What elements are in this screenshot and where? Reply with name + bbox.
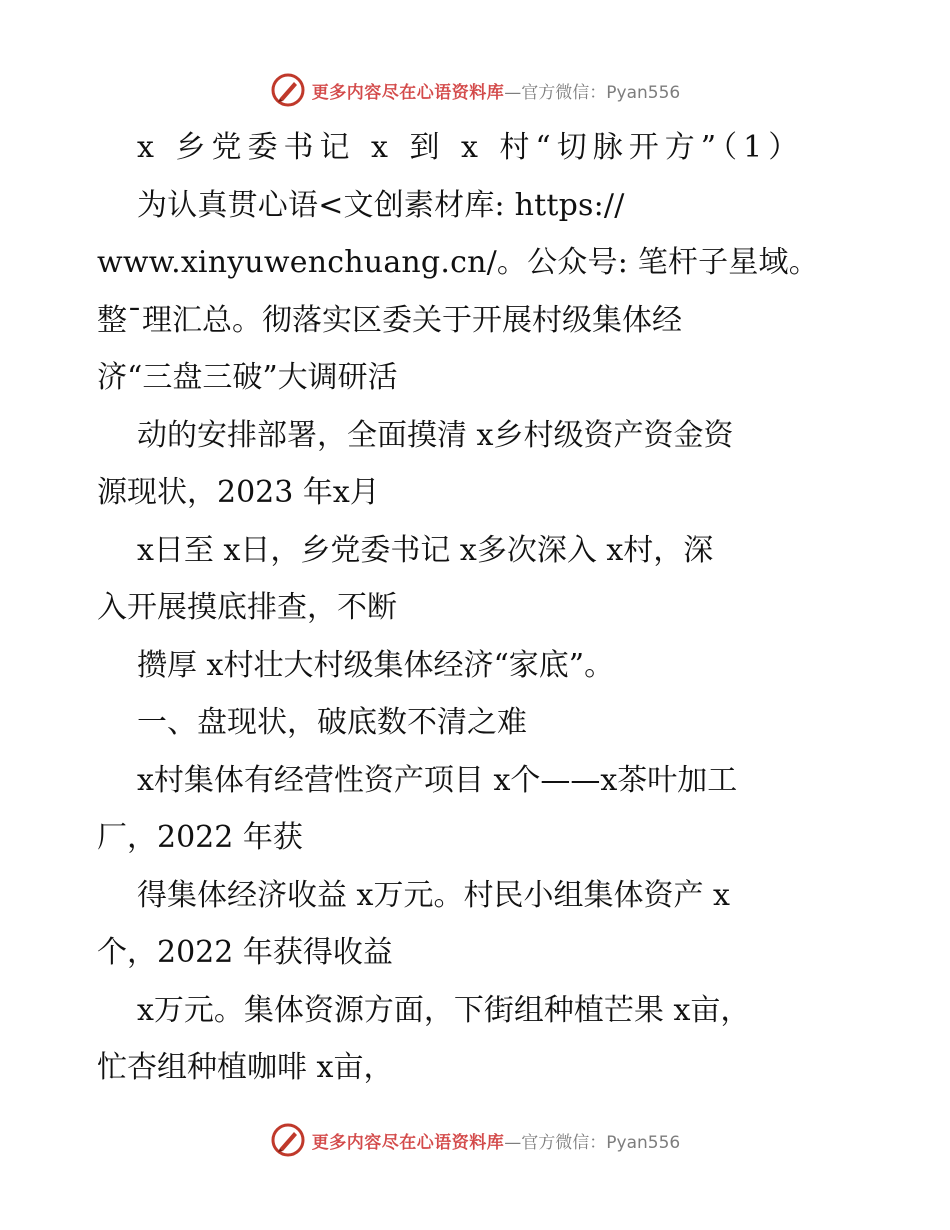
section-heading: 一、盘现状，破底数不清之难 (137, 705, 527, 740)
paragraph-line: x村集体有经营性资产项目 x个——x茶叶加工 (137, 762, 738, 798)
paragraph-line: www.xinyuwenchuang.cn/。公众号: 笔杆子星域。 (97, 245, 819, 280)
paragraph-line: 个，2022 年获得收益 (97, 935, 393, 970)
paragraph-line: 得集体经济收益 x万元。村民小组集体资产 x (137, 877, 730, 913)
paragraph-line: x万元。集体资源方面，下街组种植芒果 x亩， (137, 992, 751, 1028)
paragraph-line: 济“三盘三破”大调研活 (97, 360, 398, 395)
document-body (97, 119, 877, 1097)
watermark-contact-text: —官方微信：Pyan556 (504, 82, 681, 103)
pen-logo-icon (270, 1122, 306, 1158)
paragraph-line: 入开展摸底排查，不断 (97, 590, 397, 625)
header-watermark (0, 70, 950, 110)
pen-logo-icon (270, 72, 306, 108)
paragraph-line: 忙杏组种植咖啡 x亩， (97, 1050, 394, 1085)
paragraph-line: 为认真贯心语<文创素材库: https:// (137, 187, 625, 223)
paragraph-line: 动的安排部署，全面摸清 x乡村级资产资金资 (137, 417, 734, 453)
paragraph-line: x日至 x日，乡党委书记 x多次深入 x村，深 (137, 532, 714, 568)
paragraph-line: 整¯理汇总。彻落实区委关于开展村级集体经 (97, 302, 682, 338)
paragraph-line: 源现状，2023 年x月 (97, 475, 380, 510)
watermark-main-text: 更多内容尽在心语资料库 (311, 82, 505, 103)
watermark-contact-text: —官方微信：Pyan556 (504, 1132, 681, 1153)
paragraph-line: 厂，2022 年获 (97, 820, 303, 855)
document-title: x 乡党委书记 x 到 x 村“切脉开方”（1） (137, 130, 805, 165)
watermark-main-text: 更多内容尽在心语资料库 (311, 1132, 505, 1153)
footer-watermark (0, 1120, 950, 1160)
paragraph-line: 攒厚 x村壮大村级集体经济“家底”。 (137, 647, 615, 683)
